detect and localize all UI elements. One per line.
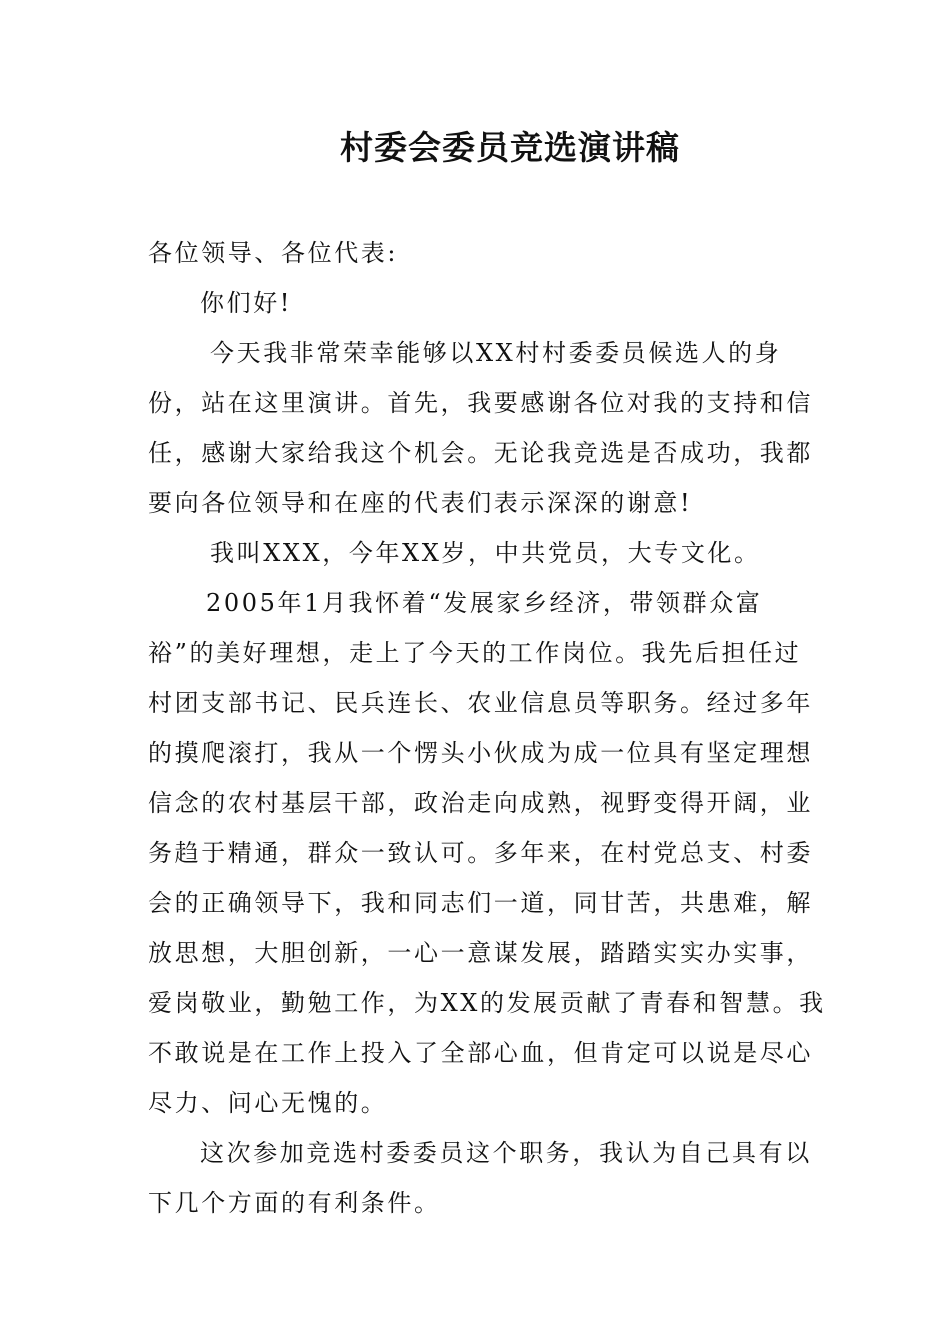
- text-line: 下几个方面的有利条件。: [148, 1189, 441, 1217]
- text-line: 会的正确领导下，我和同志们一道，同甘苦，共患难，解: [148, 889, 813, 917]
- text-line: 任，感谢大家给我这个机会。无论我竞选是否成功，我都: [148, 439, 813, 467]
- text-line: 你们好!: [200, 289, 293, 317]
- text-line: 这次参加竞选村委委员这个职务，我认为自己具有以: [200, 1139, 812, 1167]
- text-line: 我叫XXX，今年XX岁，中共党员，大专文化。: [210, 539, 761, 567]
- text-line: 信念的农村基层干部，政治走向成熟，视野变得开阔，业: [148, 789, 813, 817]
- text-line: 不敢说是在工作上投入了全部心血，但肯定可以说是尽心: [148, 1039, 813, 1067]
- text-line: 务趋于精通，群众一致认可。多年来，在村党总支、村委: [148, 839, 813, 867]
- text-line: 份，站在这里演讲。首先，我要感谢各位对我的支持和信: [148, 389, 813, 417]
- document-title: 村委会委员竞选演讲稿: [340, 128, 680, 167]
- text-line: 2005年1月我怀着“发展家乡经济，带领群众富: [206, 589, 763, 617]
- text-line: 村团支部书记、民兵连长、农业信息员等职务。经过多年: [148, 689, 813, 717]
- text-line: 今天我非常荣幸能够以XX村村委委员候选人的身: [210, 339, 782, 367]
- text-line: 裕”的美好理想，走上了今天的工作岗位。我先后担任过: [148, 639, 802, 667]
- text-line: 尽力、问心无愧的。: [148, 1089, 388, 1117]
- text-line: 爱岗敬业，勤勉工作，为XX的发展贡献了青春和智慧。我: [148, 989, 826, 1017]
- text-line: 放思想，大胆创新，一心一意谋发展，踏踏实实办实事，: [148, 939, 813, 967]
- text-line: 的摸爬滚打，我从一个愣头小伙成为成一位具有坚定理想: [148, 739, 813, 767]
- text-line: 各位领导、各位代表:: [148, 239, 399, 267]
- text-line: 要向各位领导和在座的代表们表示深深的谢意!: [148, 489, 693, 517]
